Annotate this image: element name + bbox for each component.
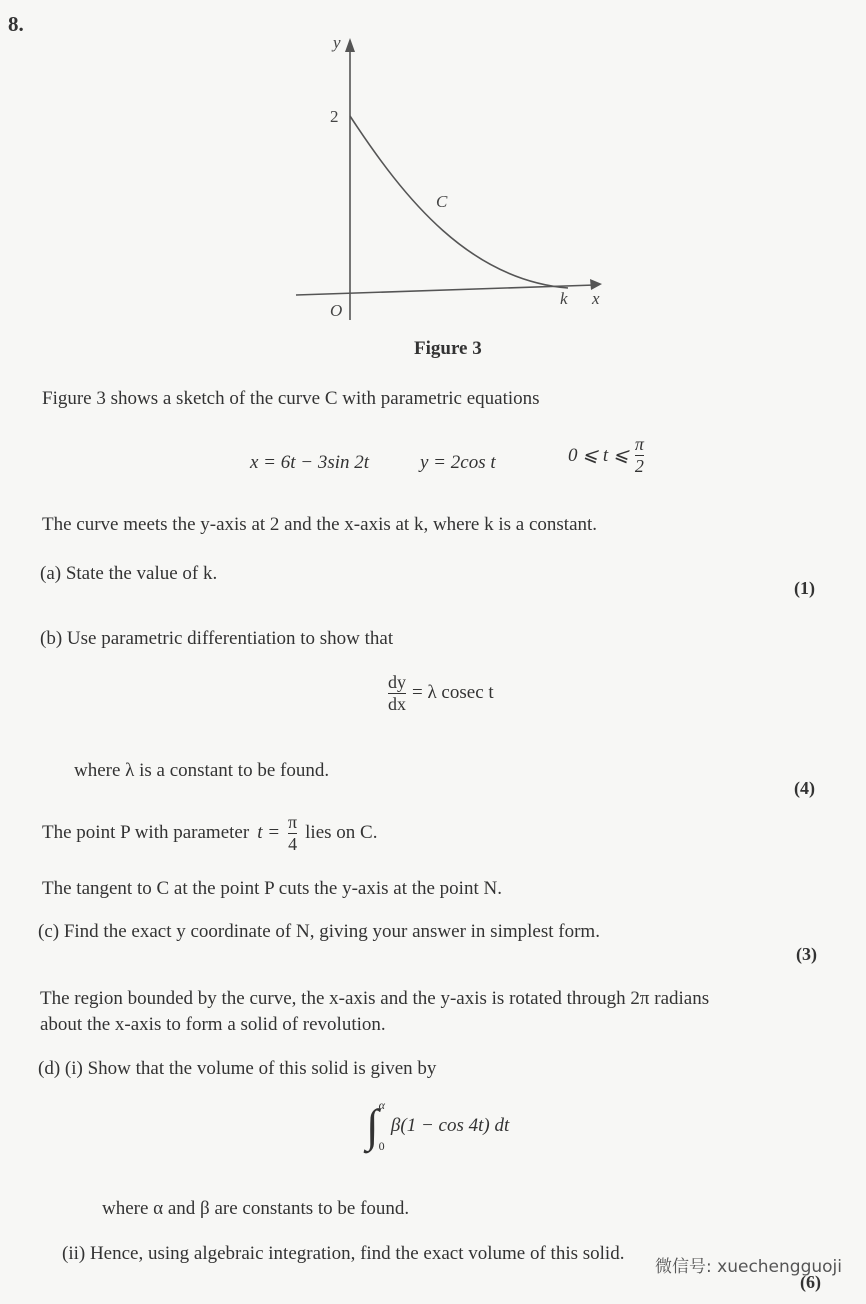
x-equation: x = 6t − 3sin 2t — [250, 452, 370, 473]
wechat-footer: 微信号: xuechengguoji — [655, 1257, 842, 1277]
integral-lower-limit: 0 — [378, 1139, 385, 1153]
point-p-statement — [42, 812, 377, 854]
part-d-marks: (6) — [800, 1272, 821, 1292]
y-intercept-label: 2 — [330, 107, 339, 126]
derivative-equation — [388, 672, 494, 714]
range-numerator: π — [634, 434, 644, 454]
integral-limits — [379, 1098, 385, 1154]
meets-text: The curve meets the y-axis at 2 and the x-axis at k, where k is a constant. — [42, 514, 598, 535]
x-axis-label: x — [592, 289, 600, 308]
part-b-text: (b) Use parametric differentiation to show that — [40, 628, 394, 649]
integral-upper-limit: α — [378, 1098, 385, 1112]
range-denominator: 2 — [634, 455, 644, 476]
part-a-marks: (1) — [794, 578, 815, 598]
part-c-text: (c) Find the exact y coordinate of N, giving your answer in simplest form. — [38, 921, 600, 942]
range-fraction — [635, 434, 644, 476]
integral-sign-icon: ∫ — [366, 1100, 379, 1151]
point-p-fraction — [288, 812, 297, 854]
dy-label: dy — [388, 672, 406, 692]
figure-3-graph — [290, 30, 610, 330]
y-equation: y = 2cos t — [420, 452, 496, 473]
curve-c — [350, 116, 568, 288]
point-p-numerator: π — [288, 812, 298, 832]
dy-dx-fraction — [388, 672, 406, 714]
part-c-marks: (3) — [796, 944, 817, 964]
x-axis — [296, 285, 595, 295]
dx-label: dx — [388, 693, 406, 714]
part-b-where: where λ is a constant to be found. — [74, 760, 330, 781]
part-a-text: (a) State the value of k. — [40, 563, 218, 584]
x-intercept-label: k — [560, 289, 568, 308]
range-lhs: 0 ⩽ t ⩽ — [568, 444, 629, 466]
part-d-ii-text: (ii) Hence, using algebraic integration, find the exact volume of this solid. — [62, 1243, 625, 1264]
point-p-before: The point P with parameter — [42, 822, 250, 844]
y-axis-arrow — [345, 38, 355, 52]
tangent-text: The tangent to C at the point P cuts the y-axis at the point N. — [42, 878, 502, 899]
figure-caption: Figure 3 — [414, 338, 482, 359]
volume-integral — [366, 1098, 509, 1154]
point-p-after: lies on C. — [305, 822, 378, 844]
parameter-range — [568, 434, 644, 476]
point-p-t-eq: t = — [257, 822, 281, 844]
question-number: 8. — [8, 12, 24, 36]
region-text-1: The region bounded by the curve, the x-axis and the y-axis is rotated through 2π radians — [40, 988, 710, 1009]
point-p-denominator: 4 — [288, 833, 298, 854]
region-text-2: about the x-axis to form a solid of revolution. — [40, 1014, 386, 1035]
integrand: β(1 − cos 4t) dt — [390, 1115, 510, 1136]
derivative-rhs: = λ cosec t — [412, 682, 494, 704]
origin-label: O — [330, 301, 343, 320]
y-axis-label: y — [333, 33, 341, 52]
part-d-i-text: (d) (i) Show that the volume of this solid is given by — [38, 1058, 437, 1079]
part-d-where: where α and β are constants to be found. — [102, 1198, 410, 1219]
part-b-marks: (4) — [794, 778, 815, 798]
intro-text: Figure 3 shows a sketch of the curve C with parametric equations — [42, 388, 540, 409]
curve-label: C — [436, 192, 448, 211]
